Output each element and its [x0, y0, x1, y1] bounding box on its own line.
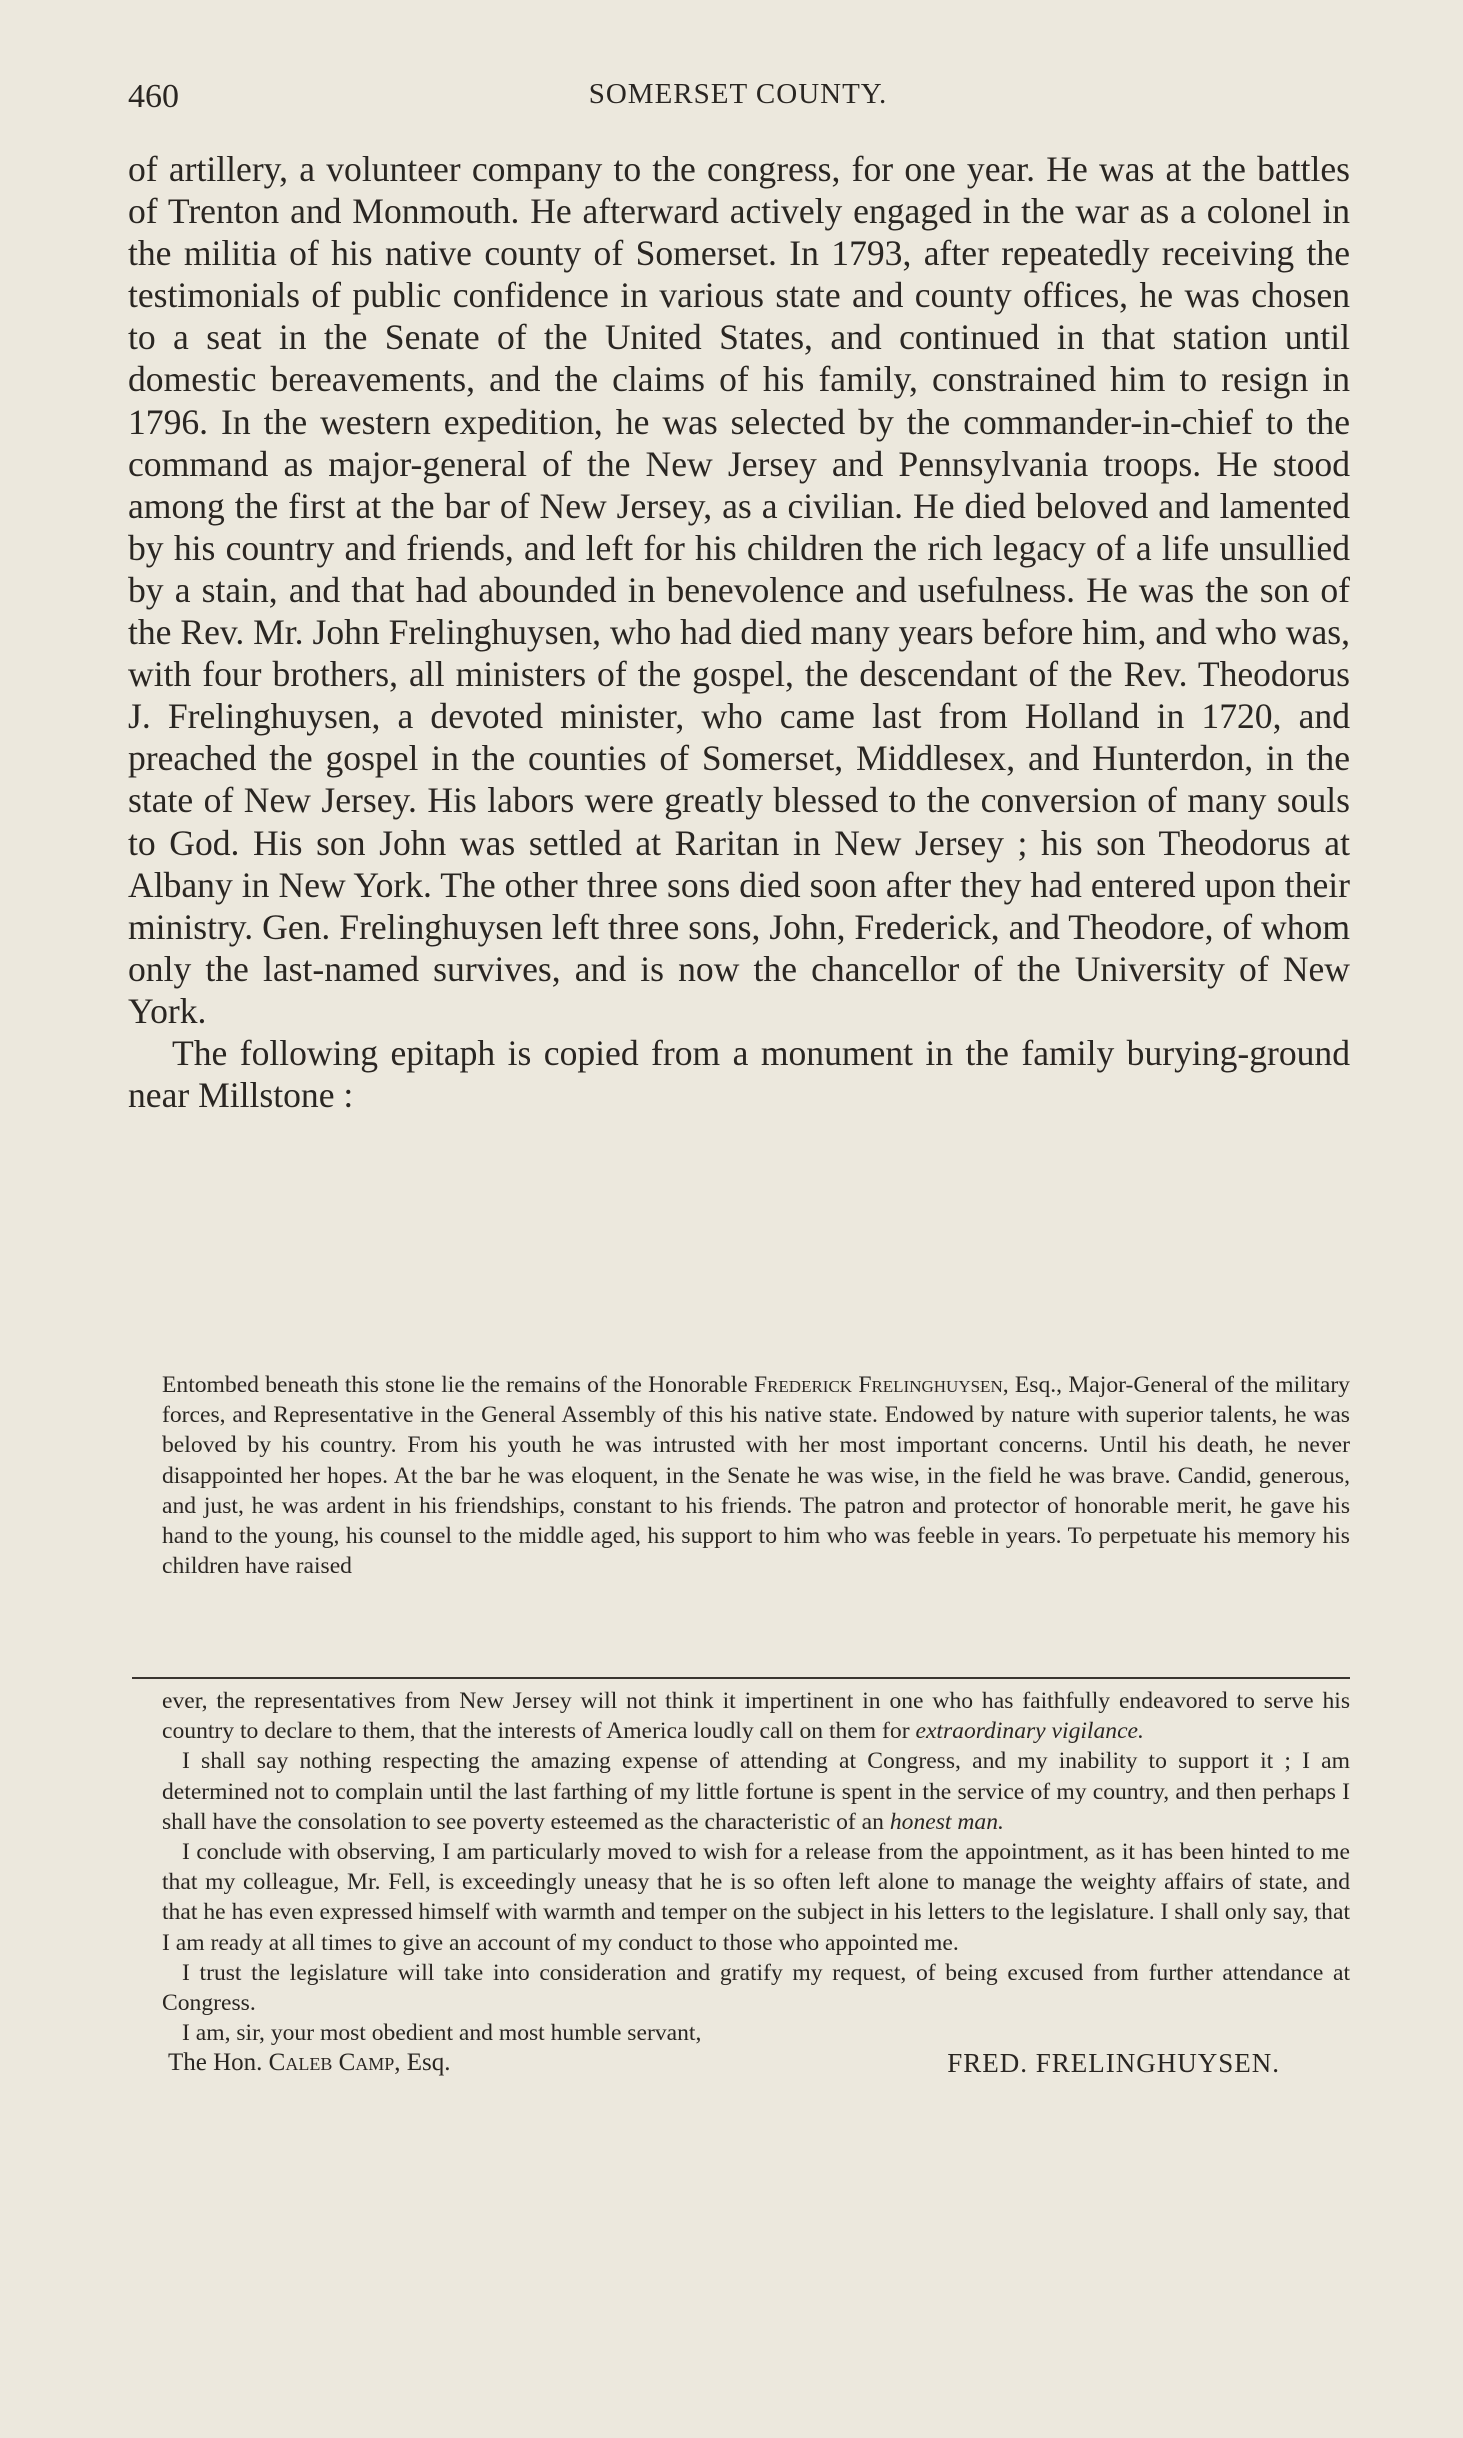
footnote-p1-italic: extraordinary vigilance.	[915, 1718, 1144, 1745]
footnote-p1-text: ever, the representatives from New Jersey will not think it impertinent in one who has faithfully endeavored to serve his country to declare to them, that the interests of America loudly call on them for	[162, 1688, 1350, 1745]
footnote-paragraph-1	[162, 1686, 1350, 1746]
addressee-name: Caleb Camp	[268, 2049, 395, 2077]
epitaph-name: Frederick Frelinghuysen	[753, 1372, 1003, 1398]
main-text	[128, 148, 1350, 1116]
footnote-paragraph-3: I conclude with observing, I am particularly moved to wish for a release from the appointment, as it has been hinted to me that my colleague, Mr. Fell, is exceedingly uneasy that he is so often left alone to manage the weighty affairs of state, and that he has even expressed himself with warmth and temper on the subject in his letters to the legislature. I shall only say, that I am ready at all times to give an account of my conduct to those who appointed me.	[162, 1839, 1350, 1956]
footnote-block	[162, 1686, 1350, 2080]
running-head: SOMERSET COUNTY.	[588, 78, 888, 110]
main-paragraph-1: of artillery, a volunteer company to the congress, for one year. He was at the battles of Trenton and Monmouth. He afterward actively engaged in the war as a colonel in the militia of his native county of Somerset. In 1793, after repeatedly receiving the testimonials of public confidence in various state and county offices, he was chosen to a seat in the Senate of the United States, and continued in that station until domestic bereavements, and the claims of his family, constrained him to resign in 1796. In the western expedition, he was selected by the commander-in-chief to the command as major-general of the New Jersey and Pennsylvania troops. He stood among the first at the bar of New Jersey, as a civilian. He died beloved and lamented by his country and friends, and left for his children the rich legacy of a life unsullied by a stain, and that had abounded in benevolence and usefulness. He was the son of the Rev. Mr. John Frelinghuysen, who had died many years before him, and who was, with four brothers, all ministers of the gospel, the descendant of the Rev. Theodorus J. Frelinghuysen, a devoted minister, who came last from Holland in 1720, and preached the gospel in the counties of Somerset, Middlesex, and Hunterdon, in the state of New Jersey. His labors were greatly blessed to the conversion of many souls to God. His son John was settled at Raritan in New Jersey ; his son Theodorus at Albany in New York. The other three sons died soon after they had entered upon their ministry. Gen. Frelinghuysen left three sons, John, Frederick, and Theodore, of whom only the last-named survives, and is now the chancellor of the University of New York.	[128, 149, 1350, 1031]
footnote-rule	[132, 1677, 1350, 1679]
footnote-p2-text: I shall say nothing respecting the amazing expense of attending at Congress, and my inability to support it ; I am determined not to complain until the last farthing of my little fortune is spent in the service of my country, and then perhaps I shall have the consolation to see poverty esteemed as the characteristic of an	[162, 1748, 1350, 1835]
main-paragraph-2: The following epitaph is copied from a monument in the family burying-ground near Millstone :	[128, 1032, 1350, 1116]
letter-closing	[162, 2048, 1350, 2080]
page-header	[128, 78, 1348, 128]
epitaph-lead: Entombed beneath this stone lie the remains of the Honorable	[162, 1372, 748, 1398]
addressee-suffix: , Esq.	[394, 2049, 451, 2077]
footnote-p2-italic: honest man.	[889, 1808, 1004, 1835]
footnote-paragraph-5: I am, sir, your most obedient and most humble servant,	[182, 2020, 702, 2047]
page-number: 460	[128, 78, 179, 115]
footnote-paragraph-2	[162, 1746, 1350, 1837]
footnote-paragraph-4: I trust the legislature will take into consideration and gratify my request, of being excused from further attendance at Congress.	[162, 1959, 1350, 2017]
epitaph-block	[162, 1370, 1350, 1581]
epitaph-paragraph	[162, 1370, 1350, 1581]
addressee-prefix: The Hon.	[168, 2049, 263, 2077]
epitaph-text: , Esq., Major-General of the military forces, and Representative in the General Assembly of this his native state. Endowed by nature with superior talents, he was beloved by his country. From his youth he was intrusted with her most important concerns. Until his death, he never disappointed her hopes. At the bar he was eloquent, in the Senate he was wise, in the field he was brave. Candid, generous, and just, he was ardent in his friendships, constant to his friends. The patron and protector of honorable merit, he gave his hand to the young, his counsel to the middle aged, his support to him who was feeble in years. To perpetuate his memory his children have raised	[162, 1372, 1350, 1580]
addressee	[168, 2048, 451, 2078]
signature: FRED. FRELINGHUYSEN.	[947, 2048, 1280, 2079]
